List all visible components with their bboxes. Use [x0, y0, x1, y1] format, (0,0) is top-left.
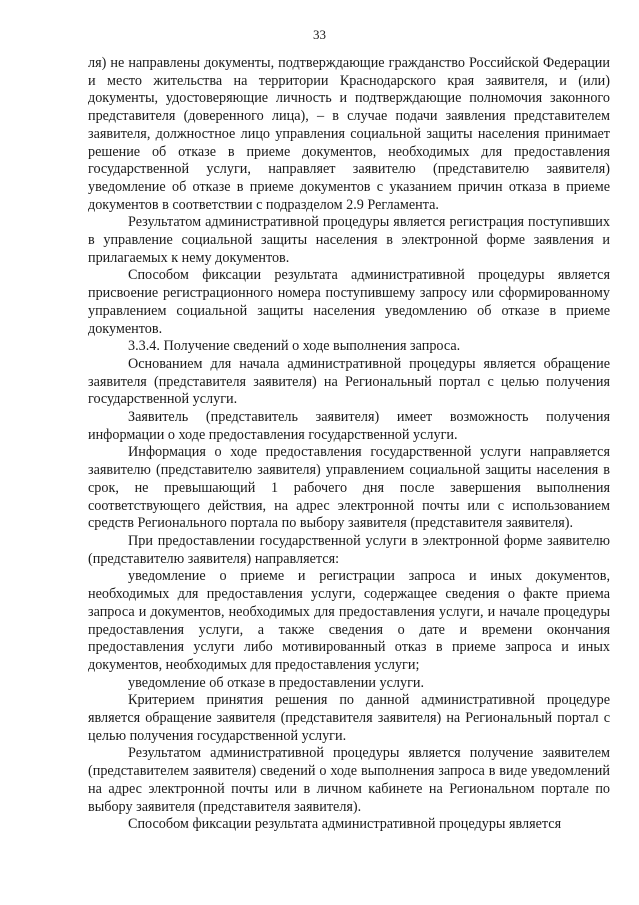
paragraph: Заявитель (представитель заявителя) имеет возможность получения информации о ходе предоставления государственной услуги. — [88, 409, 610, 443]
paragraph: Результатом административной процедуры является регистрация поступивших в управление социальной защиты населения в электронной форме заявления и прилагаемых к нему документов. — [88, 214, 610, 266]
page-number: 33 — [313, 27, 326, 42]
paragraph: Результатом административной процедуры является получение заявителем (представителем заявителя) сведений о ходе выполнения запроса в виде уведомлений на адрес электронной почты или в личном кабинете на Региональном портале по выбору заявителя (представителя заявителя). — [88, 745, 610, 815]
paragraph: Информация о ходе предоставления государственной услуги направляется заявителю (представителю заявителя) управлением социальной защиты населения в срок, не превышающий 1 рабочего дня после завершения выполнения соответствующего действия, на адрес электронной почты или с использованием средств Регионального портала по выбору заявителя (представителя заявителя). — [88, 444, 610, 532]
paragraph: ля) не направлены документы, подтверждающие гражданство Российской Федерации и место жительства на территории Краснодарского края заявителя, и (или) документы, удостоверяющие личность и подтверждающие полномочия законного представителя (доверенного лица), – в случае подачи заявления представителем заявителя, должностное лицо управления социальной защиты населения принимает решение об отказе в приеме документов, необходимых для предоставления государственной услуги, направляет заявителю (представителю заявителя) уведомление об отказе в приеме документов с указанием причин отказа в приеме документов в соответствии с подразделом 2.9 Регламента. — [88, 55, 610, 213]
paragraph: Основанием для начала административной процедуры является обращение заявителя (представителя заявителя) на Региональный портал с целью получения государственной услуги. — [88, 355, 610, 408]
paragraph: При предоставлении государственной услуги в электронной форме заявителю (представителю заявителя) направляется: — [88, 532, 610, 567]
paragraph: уведомление о приеме и регистрации запроса и иных документов, необходимых для предоставления услуги, содержащее сведения о факте приема запроса и документов, необходимых для предоставления услуги, и начале процедуры предоставления услуги, а также сведения о дате и времени окончания предоставления услуги либо мотивированный отказ в приеме запроса и иных документов, необходимых для предоставления услуги; — [88, 568, 610, 673]
paragraph: Способом фиксации результата административной процедуры является — [128, 816, 562, 833]
section-heading: 3.3.4. Получение сведений о ходе выполнения запроса. — [128, 338, 461, 355]
paragraph: уведомление об отказе в предоставлении услуги. — [128, 674, 425, 691]
paragraph: Критерием принятия решения по данной административной процедуре является обращение заявителя (представителя заявителя) на Региональный портал с целью получения государственной услуги. — [88, 692, 610, 744]
document-body — [88, 55, 610, 834]
paragraph: Способом фиксации результата административной процедуры является присвоение регистрационного номера поступившему запросу или сформированному управлением социальной защиты населения уведомлению об отказе в приеме документов. — [88, 267, 610, 337]
